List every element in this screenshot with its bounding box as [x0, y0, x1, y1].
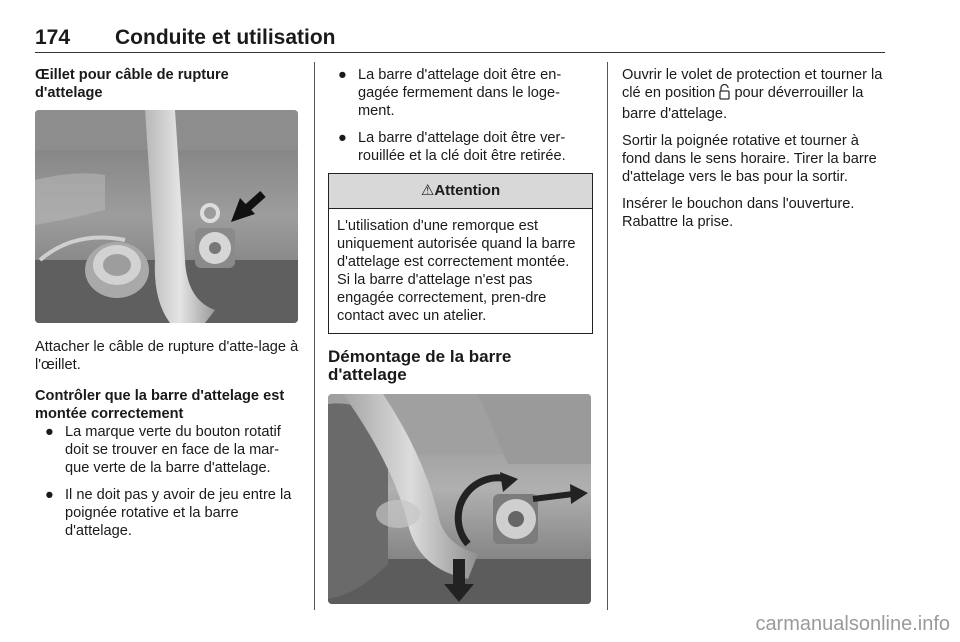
- warning-box: [328, 173, 593, 334]
- bullet-text: La barre d'attelage doit être ver-rouillée et la clé doit être retirée.: [358, 130, 566, 164]
- chapter-title: Conduite et utilisation: [115, 26, 336, 49]
- section-title-removal: Démontage de la barre d'attelage: [328, 347, 512, 384]
- column-middle: [328, 66, 593, 604]
- column-divider: [607, 62, 608, 610]
- bullet-dot-icon: ●: [45, 487, 54, 503]
- illustration-towbar-removal: [328, 394, 591, 604]
- column-left: [35, 66, 300, 540]
- warning-triangle-icon: ⚠: [420, 182, 435, 199]
- paragraph-unlock-end: pour déverrouiller la barre d'attelage.: [622, 85, 864, 122]
- column-divider: [314, 62, 315, 610]
- bullet-dot-icon: ●: [338, 67, 347, 83]
- subheading-check-mounting: Contrôler que la barre d'attelage est montée correctement: [35, 388, 285, 422]
- watermark: carmanualsonline.info: [755, 613, 950, 635]
- warning-text: L'utilisation d'une remorque est uniquement autorisée quand la barre d'attelage est correctement montée. Si la barre d'attelage n'est pas engagée correctement, pren-dre contact avec un atelier.: [337, 218, 576, 324]
- column-right: [622, 66, 887, 231]
- page-number: 174: [35, 26, 71, 49]
- warning-title: Attention: [434, 182, 501, 199]
- bullet-dot-icon: ●: [338, 130, 347, 146]
- subheading-eyelet: Œillet pour câble de rupture d'attelage: [35, 67, 229, 101]
- unlock-key-icon: [719, 84, 730, 105]
- page-header: [35, 26, 885, 53]
- list-item: [35, 423, 300, 477]
- list-item: [35, 486, 300, 540]
- bullet-text: La barre d'attelage doit être en-gagée fermement dans le loge-ment.: [358, 67, 562, 119]
- paragraph-unlock: [622, 66, 887, 123]
- caption-attach-cable: Attacher le câble de rupture d'atte-lage à l'œillet.: [35, 339, 299, 373]
- paragraph-unlock-start: Ouvrir le volet de protection et tourner la clé en position: [622, 67, 883, 101]
- bullet-dot-icon: ●: [45, 424, 54, 440]
- bullet-text: Il ne doit pas y avoir de jeu entre la poignée rotative et la barre d'attelage.: [65, 487, 292, 539]
- paragraph-insert-plug: Insérer le bouchon dans l'ouverture. Rabattre la prise.: [622, 196, 855, 230]
- list-item: [328, 66, 593, 120]
- illustration-towbar-eyelet: [35, 110, 298, 323]
- bullet-text: La marque verte du bouton rotatif doit se trouver en face de la mar-que verte de la barre d'attelage.: [65, 424, 281, 476]
- list-item: [328, 129, 593, 165]
- warning-header: [329, 174, 592, 209]
- paragraph-remove-bar: Sortir la poignée rotative et tourner à fond dans le sens horaire. Tirer la barre d'attelage vers le bas pour la sortir.: [622, 133, 877, 185]
